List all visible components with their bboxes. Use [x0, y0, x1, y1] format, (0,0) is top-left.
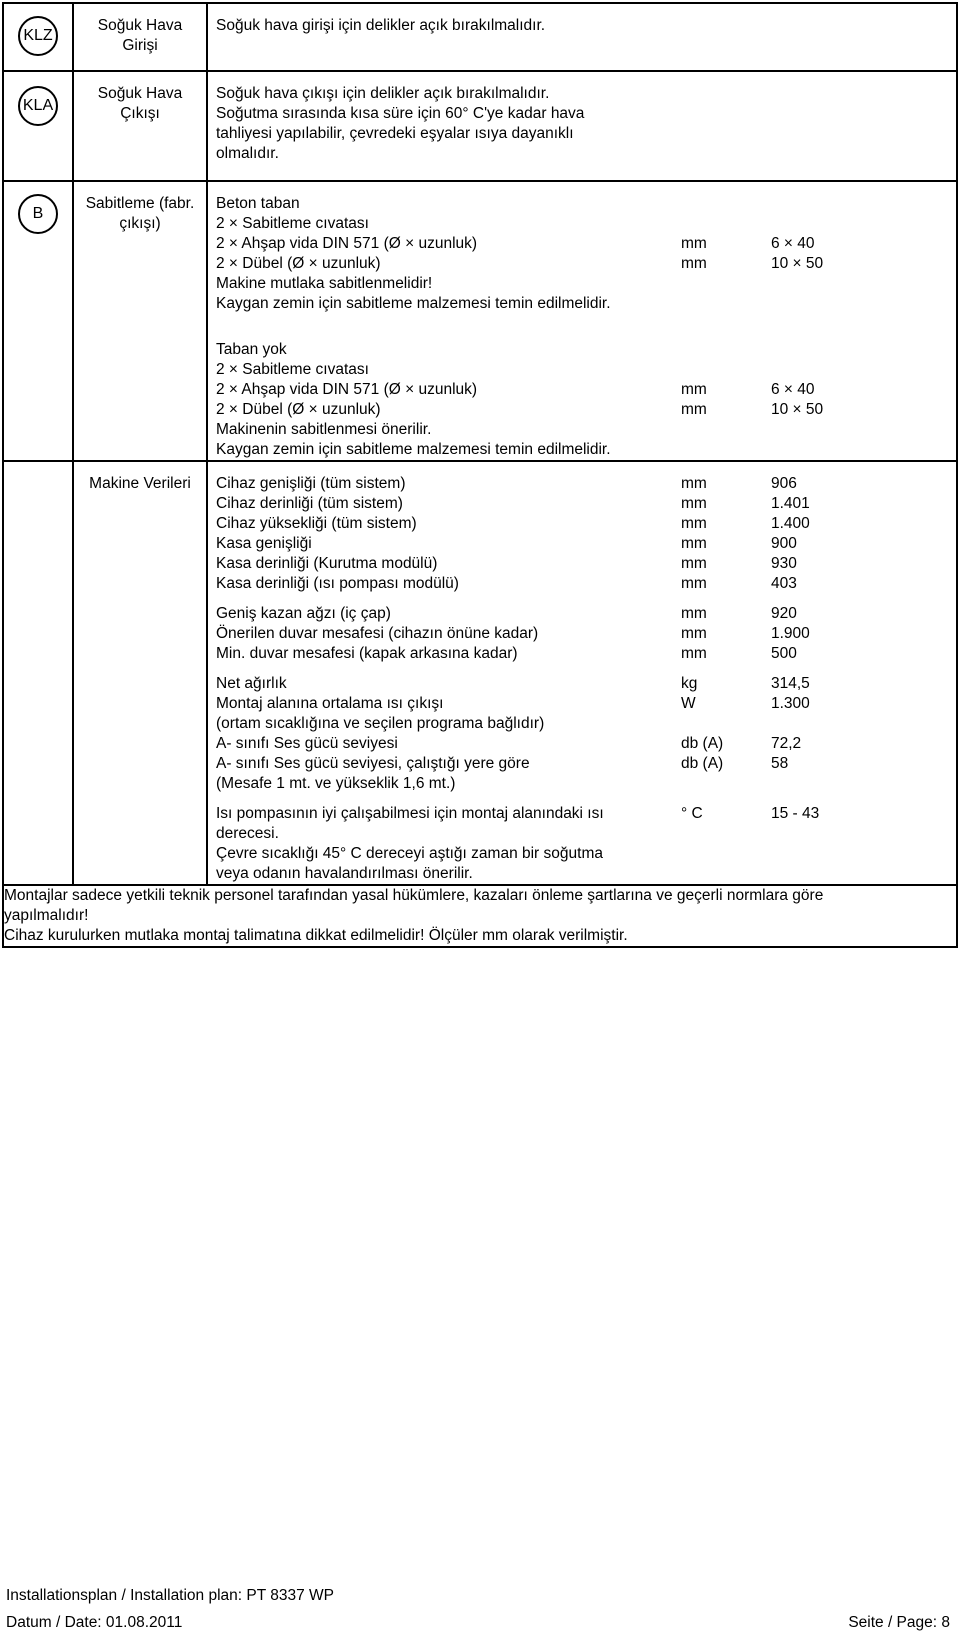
spec-line: A- sınıfı Ses gücü seviyesi db (A) 72,2 — [216, 735, 802, 752]
spec-line: Kaygan zemin için sabitleme malzemesi temin edilmelidir. — [216, 441, 611, 458]
date-label: Datum / Date: 01.08.2011 — [6, 1614, 183, 1631]
row-cold-air-inlet — [3, 3, 957, 71]
row-label: Sabitleme (fabr. çıkışı) — [73, 181, 207, 461]
no-floor-block — [208, 340, 956, 460]
symbol-cell — [3, 71, 73, 181]
spec-line: Beton taban — [216, 195, 300, 212]
ambient-temperature-group — [208, 804, 956, 884]
spec-line: Min. duvar mesafesi (kapak arkasına kadar) mm 500 — [216, 645, 797, 662]
row-content: Soğuk hava çıkışı için delikler açık bırakılmalıdır. Soğutma sırasında kısa süre için 60° C'ye kadar hava tahliyesi yapılabilir, çevredeki eşyalar ısıya dayanıklı olmalıdır. — [207, 71, 957, 181]
spec-line: (Mesafe 1 mt. ve yükseklik 1,6 mt.) — [216, 775, 456, 792]
spec-line: Taban yok — [216, 341, 287, 358]
spec-line: Kaygan zemin için sabitleme malzemesi temin edilmelidir. — [216, 295, 611, 312]
spec-line: 2 × Ahşap vida DIN 571 (Ø × uzunluk) mm 6 × 40 — [216, 235, 815, 252]
clearance-group — [208, 604, 956, 664]
page-number: Seite / Page: 8 — [848, 1614, 950, 1631]
row-label: Soğuk Hava Çıkışı — [73, 71, 207, 181]
spec-line: Kasa derinliği (Kurutma modülü) mm 930 — [216, 555, 797, 572]
spec-line: Net ağırlık kg 314,5 — [216, 675, 810, 692]
spec-line: 2 × Ahşap vida DIN 571 (Ø × uzunluk) mm 6 × 40 — [216, 381, 815, 398]
spec-line: Makinenin sabitlenmesi önerilir. — [216, 421, 432, 438]
symbol-cell — [3, 3, 73, 71]
spec-line: A- sınıfı Ses gücü seviyesi, çalıştığı yere göre db (A) 58 — [216, 755, 789, 772]
weight-noise-group — [208, 674, 956, 794]
row-machine-data — [3, 461, 957, 885]
spec-line: Cihaz yüksekliği (tüm sistem) mm 1.400 — [216, 515, 810, 532]
spec-line: derecesi. — [216, 825, 279, 842]
spec-line: 2 × Sabitleme cıvatası — [216, 361, 369, 378]
row-cold-air-outlet — [3, 71, 957, 181]
concrete-floor-block — [208, 194, 956, 314]
spec-line: Montaj alanına ortalama ısı çıkışı W 1.300 — [216, 695, 810, 712]
row-notice — [3, 885, 957, 947]
row-content: Soğuk hava girişi için delikler açık bırakılmalıdır. — [207, 3, 957, 71]
specification-table — [2, 2, 958, 948]
installation-plan-label: Installationsplan / Installation plan: PT 8337 WP — [6, 1587, 334, 1604]
spec-line: 2 × Sabitleme cıvatası — [216, 215, 369, 232]
spec-line: Geniş kazan ağzı (iç çap) mm 920 — [216, 605, 797, 622]
b-symbol-icon: B — [18, 194, 58, 234]
spec-line: Cihaz genişliği (tüm sistem) mm 906 — [216, 475, 797, 492]
dimensions-group — [208, 474, 956, 594]
symbol-cell — [3, 461, 73, 885]
row-content — [207, 461, 957, 885]
row-content — [207, 181, 957, 461]
kla-symbol-icon: KLA — [18, 86, 58, 126]
spec-line: 2 × Dübel (Ø × uzunluk) mm 10 × 50 — [216, 255, 824, 272]
spec-line: veya odanın havalandırılması önerilir. — [216, 865, 473, 882]
klz-symbol-icon: KLZ — [18, 16, 58, 56]
spec-line: 2 × Dübel (Ø × uzunluk) mm 10 × 50 — [216, 401, 824, 418]
spec-line: Makine mutlaka sabitlenmelidir! — [216, 275, 433, 292]
row-label: Makine Verileri — [73, 461, 207, 885]
spec-line: Çevre sıcaklığı 45° C dereceyi aştığı zaman bir soğutma — [216, 845, 603, 862]
symbol-cell — [3, 181, 73, 461]
row-fixing — [3, 181, 957, 461]
installation-notice: Montajlar sadece yetkili teknik personel tarafından yasal hükümlere, kazaları önleme şartlarına ve geçerli normlara göre yapılmalıdır! Cihaz kurulurken mutlaka montaj talimatına dikkat edilmelidir! Ölçüler mm olarak verilmiştir. — [3, 885, 957, 947]
spec-line: Kasa derinliği (ısı pompası modülü) mm 403 — [216, 575, 797, 592]
spec-line: Kasa genişliği mm 900 — [216, 535, 797, 552]
spec-line: Önerilen duvar mesafesi (cihazın önüne kadar) mm 1.900 — [216, 625, 810, 642]
spec-line: (ortam sıcaklığına ve seçilen programa bağlıdır) — [216, 715, 545, 732]
spec-line: Cihaz derinliği (tüm sistem) mm 1.401 — [216, 495, 810, 512]
row-label: Soğuk Hava Girişi — [73, 3, 207, 71]
spec-line: Isı pompasının iyi çalışabilmesi için montaj alanındaki ısı ° C 15 - 43 — [216, 805, 820, 822]
